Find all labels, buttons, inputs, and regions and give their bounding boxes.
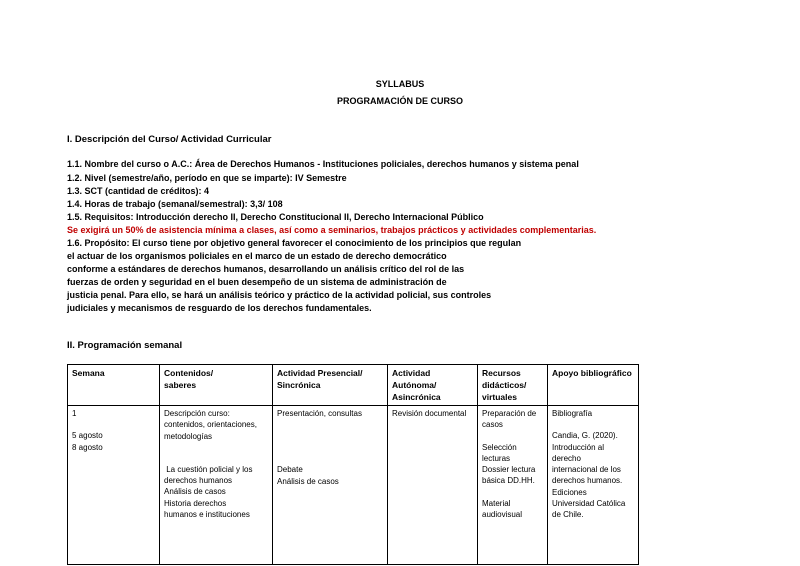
document-subtitle: PROGRAMACIÓN DE CURSO bbox=[336, 96, 463, 106]
purpose-line: justicia penal. Para ello, se hará un análisis teórico y práctico de la actividad policial, sus controles bbox=[67, 290, 492, 300]
contents-part-b: La cuestión policial y los derechos humanos Análisis de casos Historia derechos humanos e instituciones bbox=[164, 464, 253, 520]
cell-bibliography bbox=[548, 406, 639, 565]
header-bibliography: Apoyo bibliográfico bbox=[548, 365, 639, 406]
contents-part-a: Descripción curso: contenidos, orientaciones, metodologías bbox=[164, 409, 257, 441]
cell-presencial bbox=[273, 406, 388, 565]
cell-resources bbox=[478, 406, 548, 565]
resources-part-a: Preparación de casos bbox=[482, 409, 537, 430]
cell-contents bbox=[160, 406, 273, 565]
week-dates: 5 agosto 8 agosto bbox=[72, 431, 103, 452]
purpose-line: 1.6. Propósito: El curso tiene por objetivo general favorecer el conocimiento de los principios que regulan bbox=[67, 238, 522, 248]
header-resources: Recursos didácticos/ virtuales bbox=[478, 365, 548, 406]
resources-part-b: Selección lecturas Dossier lectura básica DD.HH. bbox=[482, 442, 536, 486]
course-requirements: 1.5. Requisitos: Introducción derecho II, Derecho Constitucional II, Derecho Internacional Público bbox=[67, 212, 484, 222]
purpose-line: judiciales y mecanismos de resguardo de los derechos fundamentales. bbox=[67, 303, 372, 313]
purpose-line: fuerzas de orden y seguridad en el buen desempeño de un sistema de administración de bbox=[67, 277, 447, 287]
cell-week bbox=[68, 406, 160, 565]
cell-autonoma bbox=[388, 406, 478, 565]
attendance-note: Se exigirá un 50% de asistencia mínima a clases, así como a seminarios, trabajos prácticos y actividades complementarias. bbox=[67, 225, 597, 235]
course-credits: 1.3. SCT (cantidad de créditos): 4 bbox=[67, 186, 210, 196]
header-autonoma: Actividad Autónoma/ Asincrónica bbox=[388, 365, 478, 406]
weekly-schedule-table bbox=[67, 364, 639, 565]
presencial-part-a: Presentación, consultas bbox=[277, 409, 362, 418]
section-2-heading: II. Programación semanal bbox=[67, 340, 183, 351]
purpose-line: conforme a estándares de derechos humanos, desarrollando un análisis crítico del rol de las bbox=[67, 264, 465, 274]
week-number: 1 bbox=[72, 409, 77, 418]
course-hours: 1.4. Horas de trabajo (semanal/semestral): 3,3/ 108 bbox=[67, 199, 283, 209]
header-contents: Contenidos/ saberes bbox=[160, 365, 273, 406]
resources-part-c: Material audiovisual bbox=[482, 498, 523, 520]
header-presencial: Actividad Presencial/ Sincrónica bbox=[273, 365, 388, 406]
bibliography-label: Bibliografía bbox=[552, 409, 593, 418]
header-week: Semana bbox=[68, 365, 160, 406]
document-title: SYLLABUS bbox=[375, 79, 425, 89]
table-row bbox=[68, 406, 639, 565]
presencial-part-b: Debate Análisis de casos bbox=[277, 465, 339, 486]
autonoma-text: Revisión documental bbox=[392, 409, 467, 418]
table-header-row bbox=[68, 365, 639, 406]
bibliography-reference: Candia, G. (2020). Introducción al derecho internacional de los derechos humanos. Ediciones Universidad Católica de Chile. bbox=[552, 431, 626, 520]
course-name: 1.1. Nombre del curso o A.C.: Área de Derechos Humanos - Instituciones policiales, derechos humanos y sistema penal bbox=[67, 159, 579, 169]
section-1-heading: I. Descripción del Curso/ Actividad Curricular bbox=[67, 134, 272, 145]
course-level: 1.2. Nivel (semestre/año, período en que se imparte): IV Semestre bbox=[67, 173, 347, 183]
purpose-line: el actuar de los organismos policiales en el marco de un estado de derecho democrático bbox=[67, 251, 447, 261]
